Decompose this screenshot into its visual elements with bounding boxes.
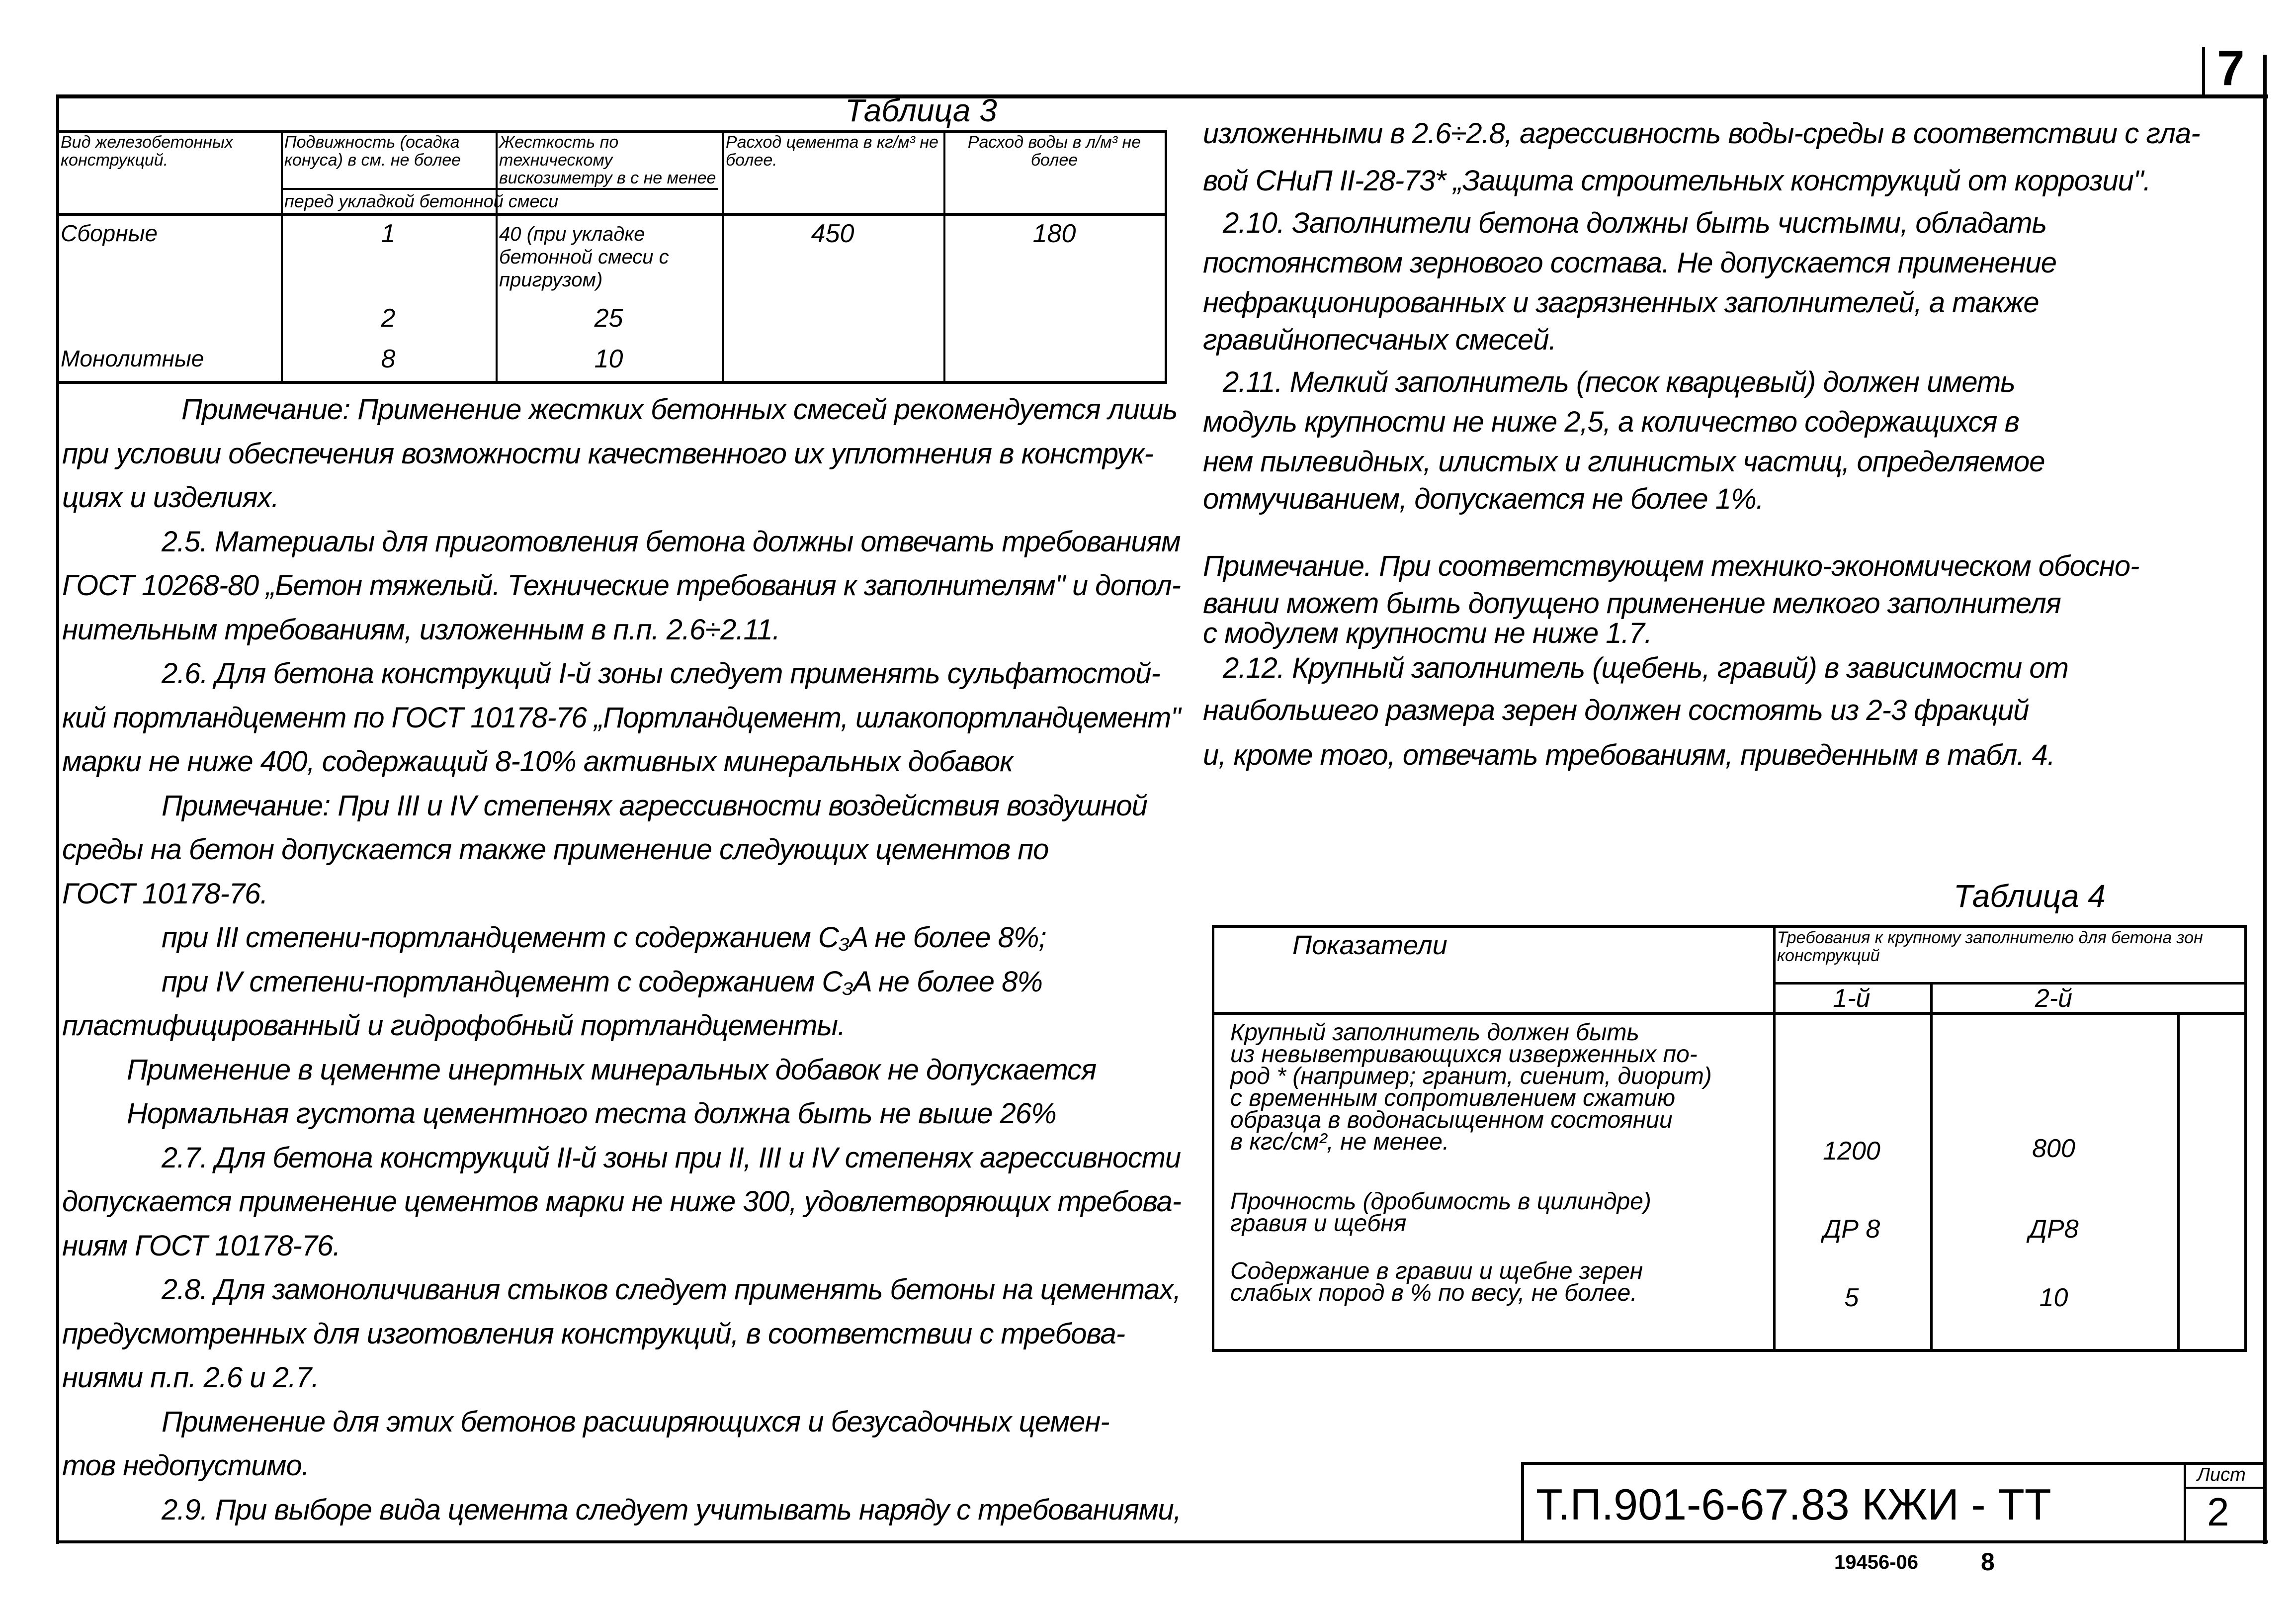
paragraph-line: Нормальная густота цементного теста должна быть не выше 26% <box>127 1097 1056 1130</box>
sheet-number: 2 <box>2207 1490 2229 1534</box>
paragraph-line: предусмотренных для изготовления конструкций, в соответствии с требова- <box>62 1317 1125 1350</box>
footer-page: 8 <box>1981 1548 1995 1576</box>
table4-row3-zone1: 5 <box>1844 1283 1859 1312</box>
frame-top-line <box>56 94 2268 98</box>
document-code: Т.П.901-6-67.83 КЖИ - ТТ <box>1536 1480 2051 1529</box>
paragraph-line: ниями п.п. 2.6 и 2.7. <box>62 1361 319 1394</box>
table3-row3-stiffness: 10 <box>594 345 623 373</box>
paragraph-line: Примечание. При соответствующем технико-экономическом обосно- <box>1203 550 2139 582</box>
paragraph-line: 2.8. Для замоноличивания стыков следует применять бетоны на цементах, <box>162 1273 1181 1306</box>
paragraph-line: отмучиванием, допускается не более 1%. <box>1203 483 1764 515</box>
paragraph-line: постоянством зернового состава. Не допускается применение <box>1203 247 2056 279</box>
table3-row3-mobility: 8 <box>381 345 396 373</box>
paragraph-line: 2.6. Для бетона конструкций I-й зоны следует применять сульфатостой- <box>162 657 1160 690</box>
table4-row1-indicator: Крупный заполнитель должен быть из невыветривающихся изверженных по- род * (например; гранит, сиенит, диорит) с временным сопротивлением сжатию образца в водонасыщенном состоянии в кгс/см², не менее. <box>1230 1019 1712 1155</box>
paragraph-line: 2.11. Мелкий заполнитель (песок кварцевый) должен иметь <box>1223 366 2015 398</box>
table3-header-stiffness: Жесткость по техническому вискозиметру в с не менее <box>499 133 716 187</box>
table3-row1-type: Сборные <box>61 220 158 246</box>
paragraph-line: пластифицированный и гидрофобный портландцементы. <box>62 1009 846 1042</box>
table3-row2-stiffness: 25 <box>594 304 623 333</box>
table3-row1-cement: 450 <box>811 219 854 248</box>
paragraph-line: гравийнопесчаных смесей. <box>1203 324 1556 356</box>
paragraph-line: вании может быть допущено применение мелкого заполнителя <box>1203 587 2061 620</box>
paragraph-line: при IV степени-портландцемент с содержанием C₃A не более 8% <box>162 965 1042 998</box>
table3-row2-mobility: 2 <box>381 304 396 333</box>
paragraph-line: 2.5. Материалы для приготовления бетона должны отвечать требованиям <box>162 525 1181 558</box>
paragraph-line: 2.10. Заполнители бетона должны быть чистыми, обладать <box>1223 207 2047 239</box>
frame-left-line <box>56 94 59 1544</box>
paragraph-line: ГОСТ 10268-80 „Бетон тяжелый. Технические требования к заполнителям" и допол- <box>62 569 1181 602</box>
paragraph-line: кий портландцемент по ГОСТ 10178-76 „Портландцемент, шлакопортландцемент" <box>62 701 1181 734</box>
paragraph-line: 2.12. Крупный заполнитель (щебень, гравий) в зависимости от <box>1223 652 2068 684</box>
paragraph-line: изложенными в 2.6÷2.8, агрессивность воды-среды в соответствии с гла- <box>1203 117 2200 150</box>
table3-row1-water: 180 <box>1032 219 1076 248</box>
paragraph-line: ГОСТ 10178-76. <box>62 877 268 910</box>
table3-header-mobility: Подвижность (осадка конуса) в см. не более <box>284 133 461 170</box>
sheet-corner-number: 7 <box>2217 40 2245 96</box>
paragraph-line: модуль крупности не ниже 2,5, а количество содержащихся в <box>1203 406 2019 438</box>
paragraph-line: нефракционированных и загрязненных заполнителей, а также <box>1203 286 2039 319</box>
table4-title: Таблица 4 <box>1954 878 2106 914</box>
table4-zone1-header: 1-й <box>1833 984 1871 1013</box>
paragraph-line: и, кроме того, отвечать требованиям, приведенным в табл. 4. <box>1203 739 2055 771</box>
paragraph-line: циях и изделиях. <box>62 481 279 514</box>
paragraph-line: среды на бетон допускается также применение следующих цементов по <box>62 833 1049 866</box>
table4-row1-zone2: 800 <box>2032 1134 2075 1163</box>
table4-zone2-header: 2-й <box>2035 984 2073 1013</box>
paragraph-line: марки не ниже 400, содержащий 8-10% активных минеральных добавок <box>62 745 1013 778</box>
table3-header-type: Вид железобетонных конструкций. <box>61 133 233 170</box>
paragraph-line: ниям ГОСТ 10178-76. <box>62 1229 340 1262</box>
table3-row3-type: Монолитные <box>61 346 204 371</box>
table4-row3-indicator: Содержание в гравии и щебне зерен слабых пород в % по весу, не более. <box>1230 1258 1643 1306</box>
paragraph-line: вой СНиП II-28-73* „Защита строительных конструкций от коррозии". <box>1203 165 2151 197</box>
corner-box-line <box>2202 47 2205 97</box>
table4-row2-zone2: ДР8 <box>2029 1215 2079 1244</box>
table4-row2-indicator: Прочность (дробимость в цилиндре) гравия и щебня <box>1230 1188 1651 1237</box>
frame-bottom-line <box>56 1540 2268 1543</box>
paragraph-line: с модулем крупности не ниже 1.7. <box>1203 617 1652 649</box>
paragraph-line: при III степени-портландцемент с содержанием C₃A не более 8%; <box>162 921 1046 954</box>
paragraph-line: допускается применение цементов марки не ниже 300, удовлетворяющих требова- <box>62 1185 1182 1218</box>
sheet-label: Лист <box>2197 1464 2246 1485</box>
paragraph-line: Применение в цементе инертных минеральных добавок не допускается <box>127 1053 1097 1086</box>
table4-row3-zone2: 10 <box>2039 1283 2068 1312</box>
table3-header-water: Расход воды в л/м³ не более <box>967 133 1141 170</box>
table3-subheader: перед укладкой бетонной смеси <box>284 191 559 211</box>
inventory-number: 19456-06 <box>1834 1551 1919 1573</box>
table3-row1-stiffness: 40 (при укладке бетонной смеси с пригрузом) <box>499 223 669 291</box>
table4-row1-zone1: 1200 <box>1823 1137 1880 1166</box>
paragraph-line: Примечание: Применение жестких бетонных смесей рекомендуется лишь <box>181 393 1178 426</box>
paragraph-line: при условии обеспечения возможности качественного их уплотнения в конструк- <box>62 437 1153 470</box>
frame-right-line <box>2263 55 2267 1544</box>
table4-header-requirements: Требования к крупному заполнителю для бетона зон конструкций <box>1777 928 2203 965</box>
paragraph-line: Примечание: При III и IV степенях агрессивности воздействия воздушной <box>162 789 1147 822</box>
paragraph-line: наибольшего размера зерен должен состоять из 2-3 фракций <box>1203 694 2029 726</box>
paragraph-line: нем пылевидных, илистых и глинистых частиц, определяемое <box>1203 446 2045 478</box>
table3-title: Таблица 3 <box>845 92 997 128</box>
table4-header-indicator: Показатели <box>1292 930 1447 960</box>
paragraph-line: 2.7. Для бетона конструкций II-й зоны при II, III и IV степенях агрессивности <box>162 1141 1181 1174</box>
table3-row1-mobility: 1 <box>381 219 396 248</box>
paragraph-line: нительным требованиям, изложенным в п.п. 2.6÷2.11. <box>62 613 780 646</box>
table4-row2-zone1: ДР 8 <box>1823 1215 1880 1244</box>
table3-header-cement: Расход цемента в кг/м³ не более. <box>726 133 938 170</box>
paragraph-line: 2.9. При выборе вида цемента следует учитывать наряду с требованиями, <box>162 1493 1181 1526</box>
paragraph-line: тов недопустимо. <box>62 1449 309 1482</box>
paragraph-line: Применение для этих бетонов расширяющихся и безусадочных цемен- <box>162 1405 1109 1438</box>
